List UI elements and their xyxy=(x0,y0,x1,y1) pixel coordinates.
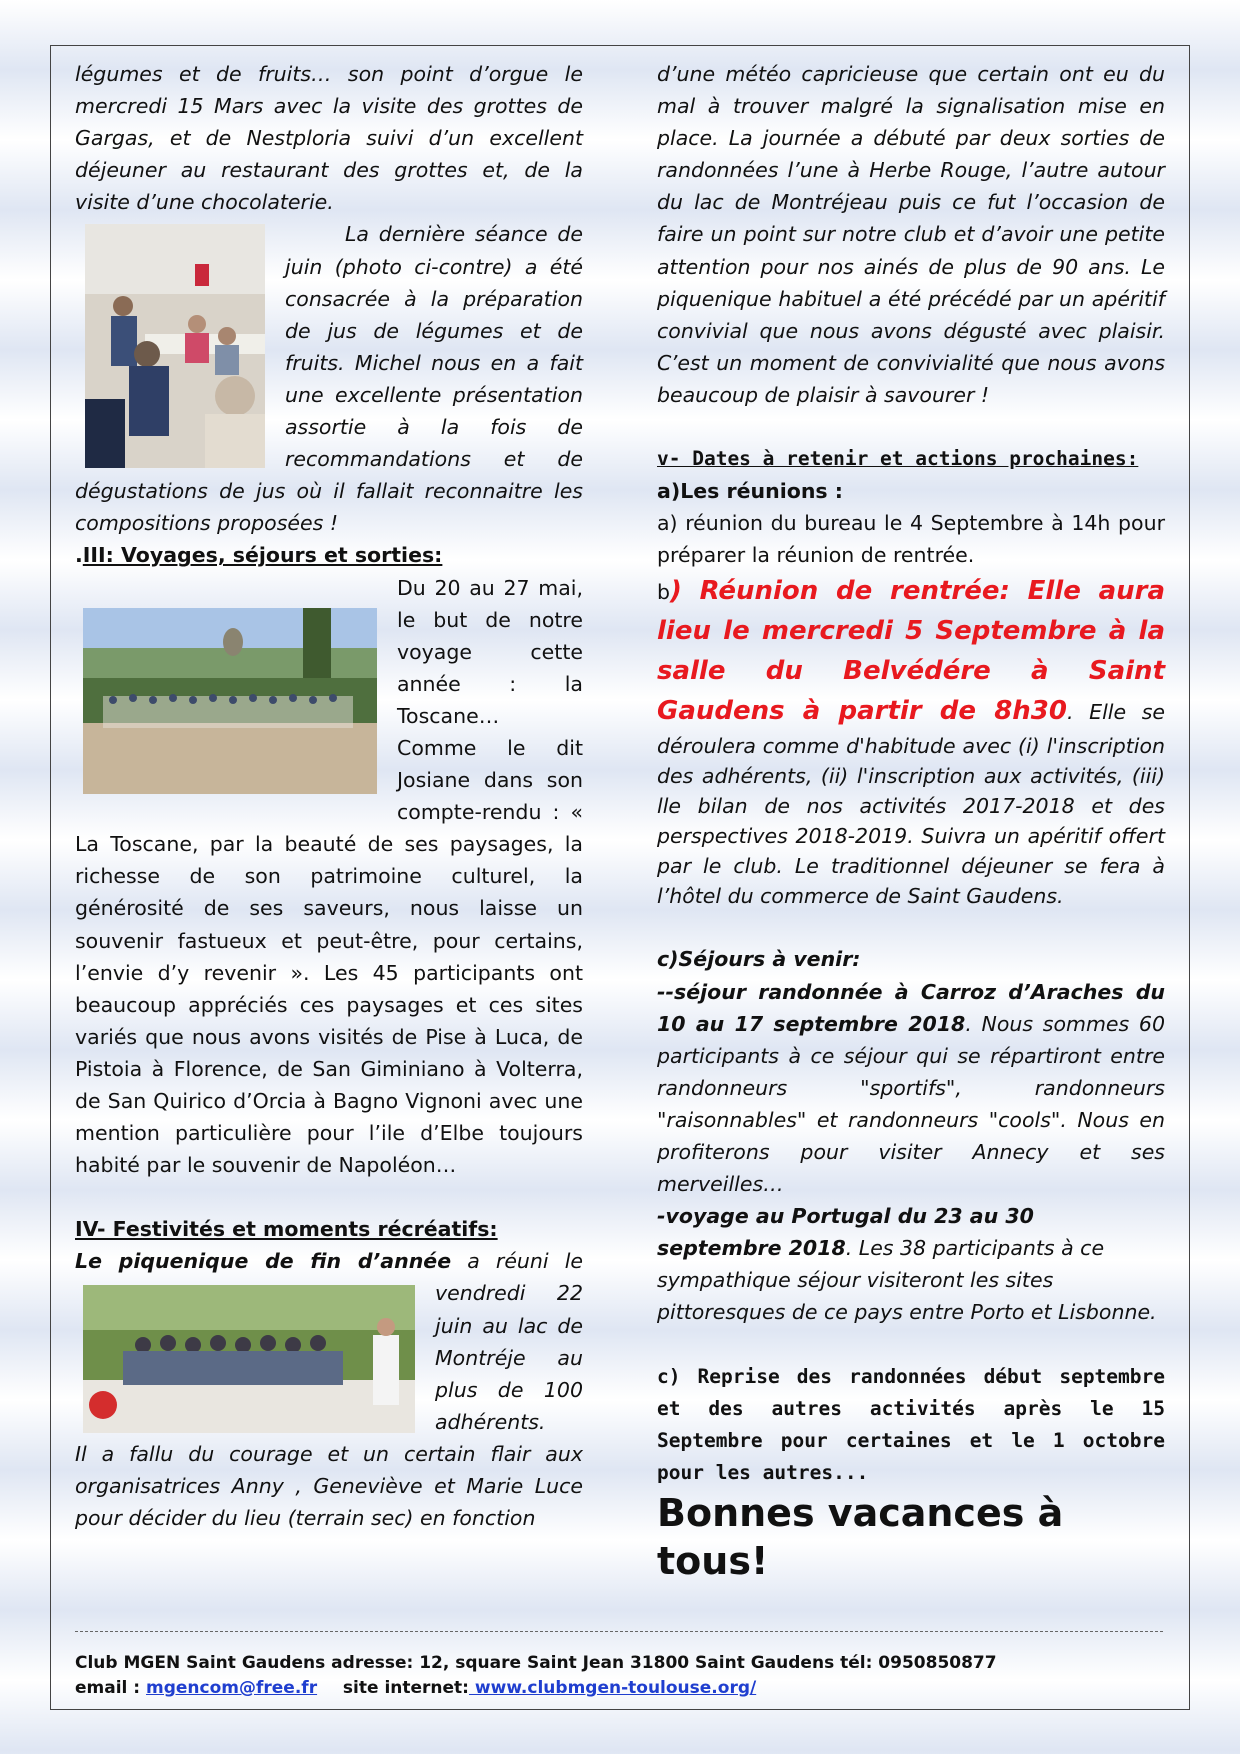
section-iii-title: III: Voyages, séjours et sorties: xyxy=(82,543,443,568)
closing-message: Bonnes vacances à tous! xyxy=(657,1490,1064,1583)
paragraph-derniere-seance: La dernière séance de juin (photo ci-contre) a été consacrée à la préparation de jus de légumes et de fruits. Michel nous en a fait une excellente présentation assortie à la fois de recommandations et de dégustations de jus où il fallait reconnaitre les compositions proposées ! xyxy=(75,222,583,536)
site-link[interactable]: www.clubmgen-toulouse.org/ xyxy=(468,1678,757,1698)
site-label: site internet: xyxy=(342,1678,469,1698)
paragraph-atelier-intro: légumes et de fruits… son point d’orgue le mercredi 15 Mars avec la visite des grottes de Gargas, et de Nestploria suivi d’un excellent déjeuner au restaurant des grottes et, de la visite d’une chocolaterie. xyxy=(75,62,583,215)
sejour-carroz xyxy=(657,976,1165,1201)
photo-juice-workshop xyxy=(85,224,265,468)
photo-piquenique xyxy=(83,1285,415,1433)
sejours-heading: c)Séjours à venir: xyxy=(657,947,861,972)
piquenique-details: a réuni le vendredi 22 juin au lac de Montréje au plus de 100 adhérents. xyxy=(435,1249,584,1434)
section-iii-heading xyxy=(75,539,583,571)
reunion-rentree-highlight: ) Réunion de rentrée: Elle aura lieu le mercredi 5 Septembre à la salle du Belvédére à Saint Gaudens à partir de 8h30 xyxy=(657,576,1165,727)
reunion-bureau: a) réunion du bureau le 4 Septembre à 14h pour préparer la réunion de rentrée. xyxy=(657,511,1165,568)
reunions-heading: a)Les réunions : xyxy=(657,479,843,504)
reunion-rentree-label: b xyxy=(657,580,671,605)
sejour-carroz-details: . Nous sommes 60 participants à ce séjour qui se répartiront entre randonneurs "sportifs", randonneurs "raisonnables" et randonneurs "cools". Nous en profiterons pour visiter Annecy et ses merveilles… xyxy=(657,1011,1166,1197)
right-column xyxy=(657,58,1165,1585)
footer xyxy=(75,1651,997,1701)
left-column xyxy=(75,58,583,1534)
footer-address: Club MGEN Saint Gaudens adresse: 12, square Saint Jean 31800 Saint Gaudens tél: 0950850877 xyxy=(75,1653,997,1673)
email-label: email : xyxy=(75,1678,147,1698)
paragraph-meteo: d’une météo capricieuse que certain ont eu du mal à trouver malgré la signalisation mise en place. La journée a débuté par deux sorties de randonnées l’une à Herbe Rouge, l’autre autour du lac de Montréjeau puis ce fut l’occasion de faire un point sur notre club et d’avoir une petite attention pour nos ainés de plus de 90 ans. Le piquenique habituel a été précédé par un apéritif convivial que nous avons dégusté avec plaisir. C’est un moment de convivialité que nous avons beaucoup de plaisir à savourer ! xyxy=(657,62,1165,407)
footer-contact xyxy=(75,1676,997,1701)
voyage-portugal xyxy=(657,1200,1165,1328)
section-iv-heading: IV- Festivités et moments récréatifs: xyxy=(75,1217,498,1242)
email-link[interactable]: mgencom@free.fr xyxy=(146,1678,318,1698)
section-iii-prefix: . xyxy=(75,543,83,568)
paragraph-voyage-toscane: Du 20 au 27 mai, le but de notre voyage cette année : la Toscane… Comme le dit Josiane dans son compte-rendu : « La Toscane, par la beauté de ses paysages, la richesse de son patrimoine culturel, la générosité de ses saveurs, nous laisse un souvenir fastueux et peut-être, pour certains, l’envie d’y revenir ». Les 45 participants ont beaucoup appréciés ces paysages et ces sites variés que nous avons visités de Pise à Luca, de Pistoia à Florence, de San Giminiano à Volterra, de San Quirico d’Orcia à Bagno Vignoni avec une mention particulière pour l’ile d’Elbe toujours habité par le souvenir de Napoléon… xyxy=(75,575,583,1178)
reunion-rentree xyxy=(657,571,1165,911)
reunion-rentree-details: . Elle se déroulera comme d'habitude avec (i) l'inscription des adhérents, (ii) l'inscription aux activités, (iii) lle bilan de nos activités 2017-2018 et des perspectives 2018-2019. Suivra un apéritif offert par le club. Le traditionnel déjeuner se fera à l’hôtel du commerce de Saint Gaudens. xyxy=(657,700,1165,909)
section-v-heading: v- Dates à retenir et actions prochaines: xyxy=(657,447,1139,471)
piquenique-title: Le piquenique de fin d’année xyxy=(75,1249,452,1274)
voyage-portugal-title: -voyage au Portugal du 23 au 30 septembre 2018 xyxy=(657,1204,1034,1261)
voyage-portugal-details: . Les 38 participants à ce sympathique séjour visiteront les sites pittoresques de ce pays entre Porto et Lisbonne. xyxy=(657,1236,1157,1325)
footer-divider xyxy=(75,1631,1163,1632)
paragraph-organisatrices: Il a fallu du courage et un certain flair aux organisatrices Anny , Geneviève et Marie Luce pour décider du lieu (terrain sec) en fonction xyxy=(75,1441,583,1531)
reprise-randonnees: c) Reprise des randonnées début septembre et des autres activités après le 15 Septembre pour certaines et le 1 octobre pour les autres... xyxy=(657,1364,1165,1484)
sejour-carroz-title: --séjour randonnée à Carroz d’Araches du 10 au 17 septembre 2018 xyxy=(657,979,1165,1036)
paragraph-piquenique xyxy=(75,1245,583,1438)
photo-toscane-group xyxy=(83,608,377,794)
